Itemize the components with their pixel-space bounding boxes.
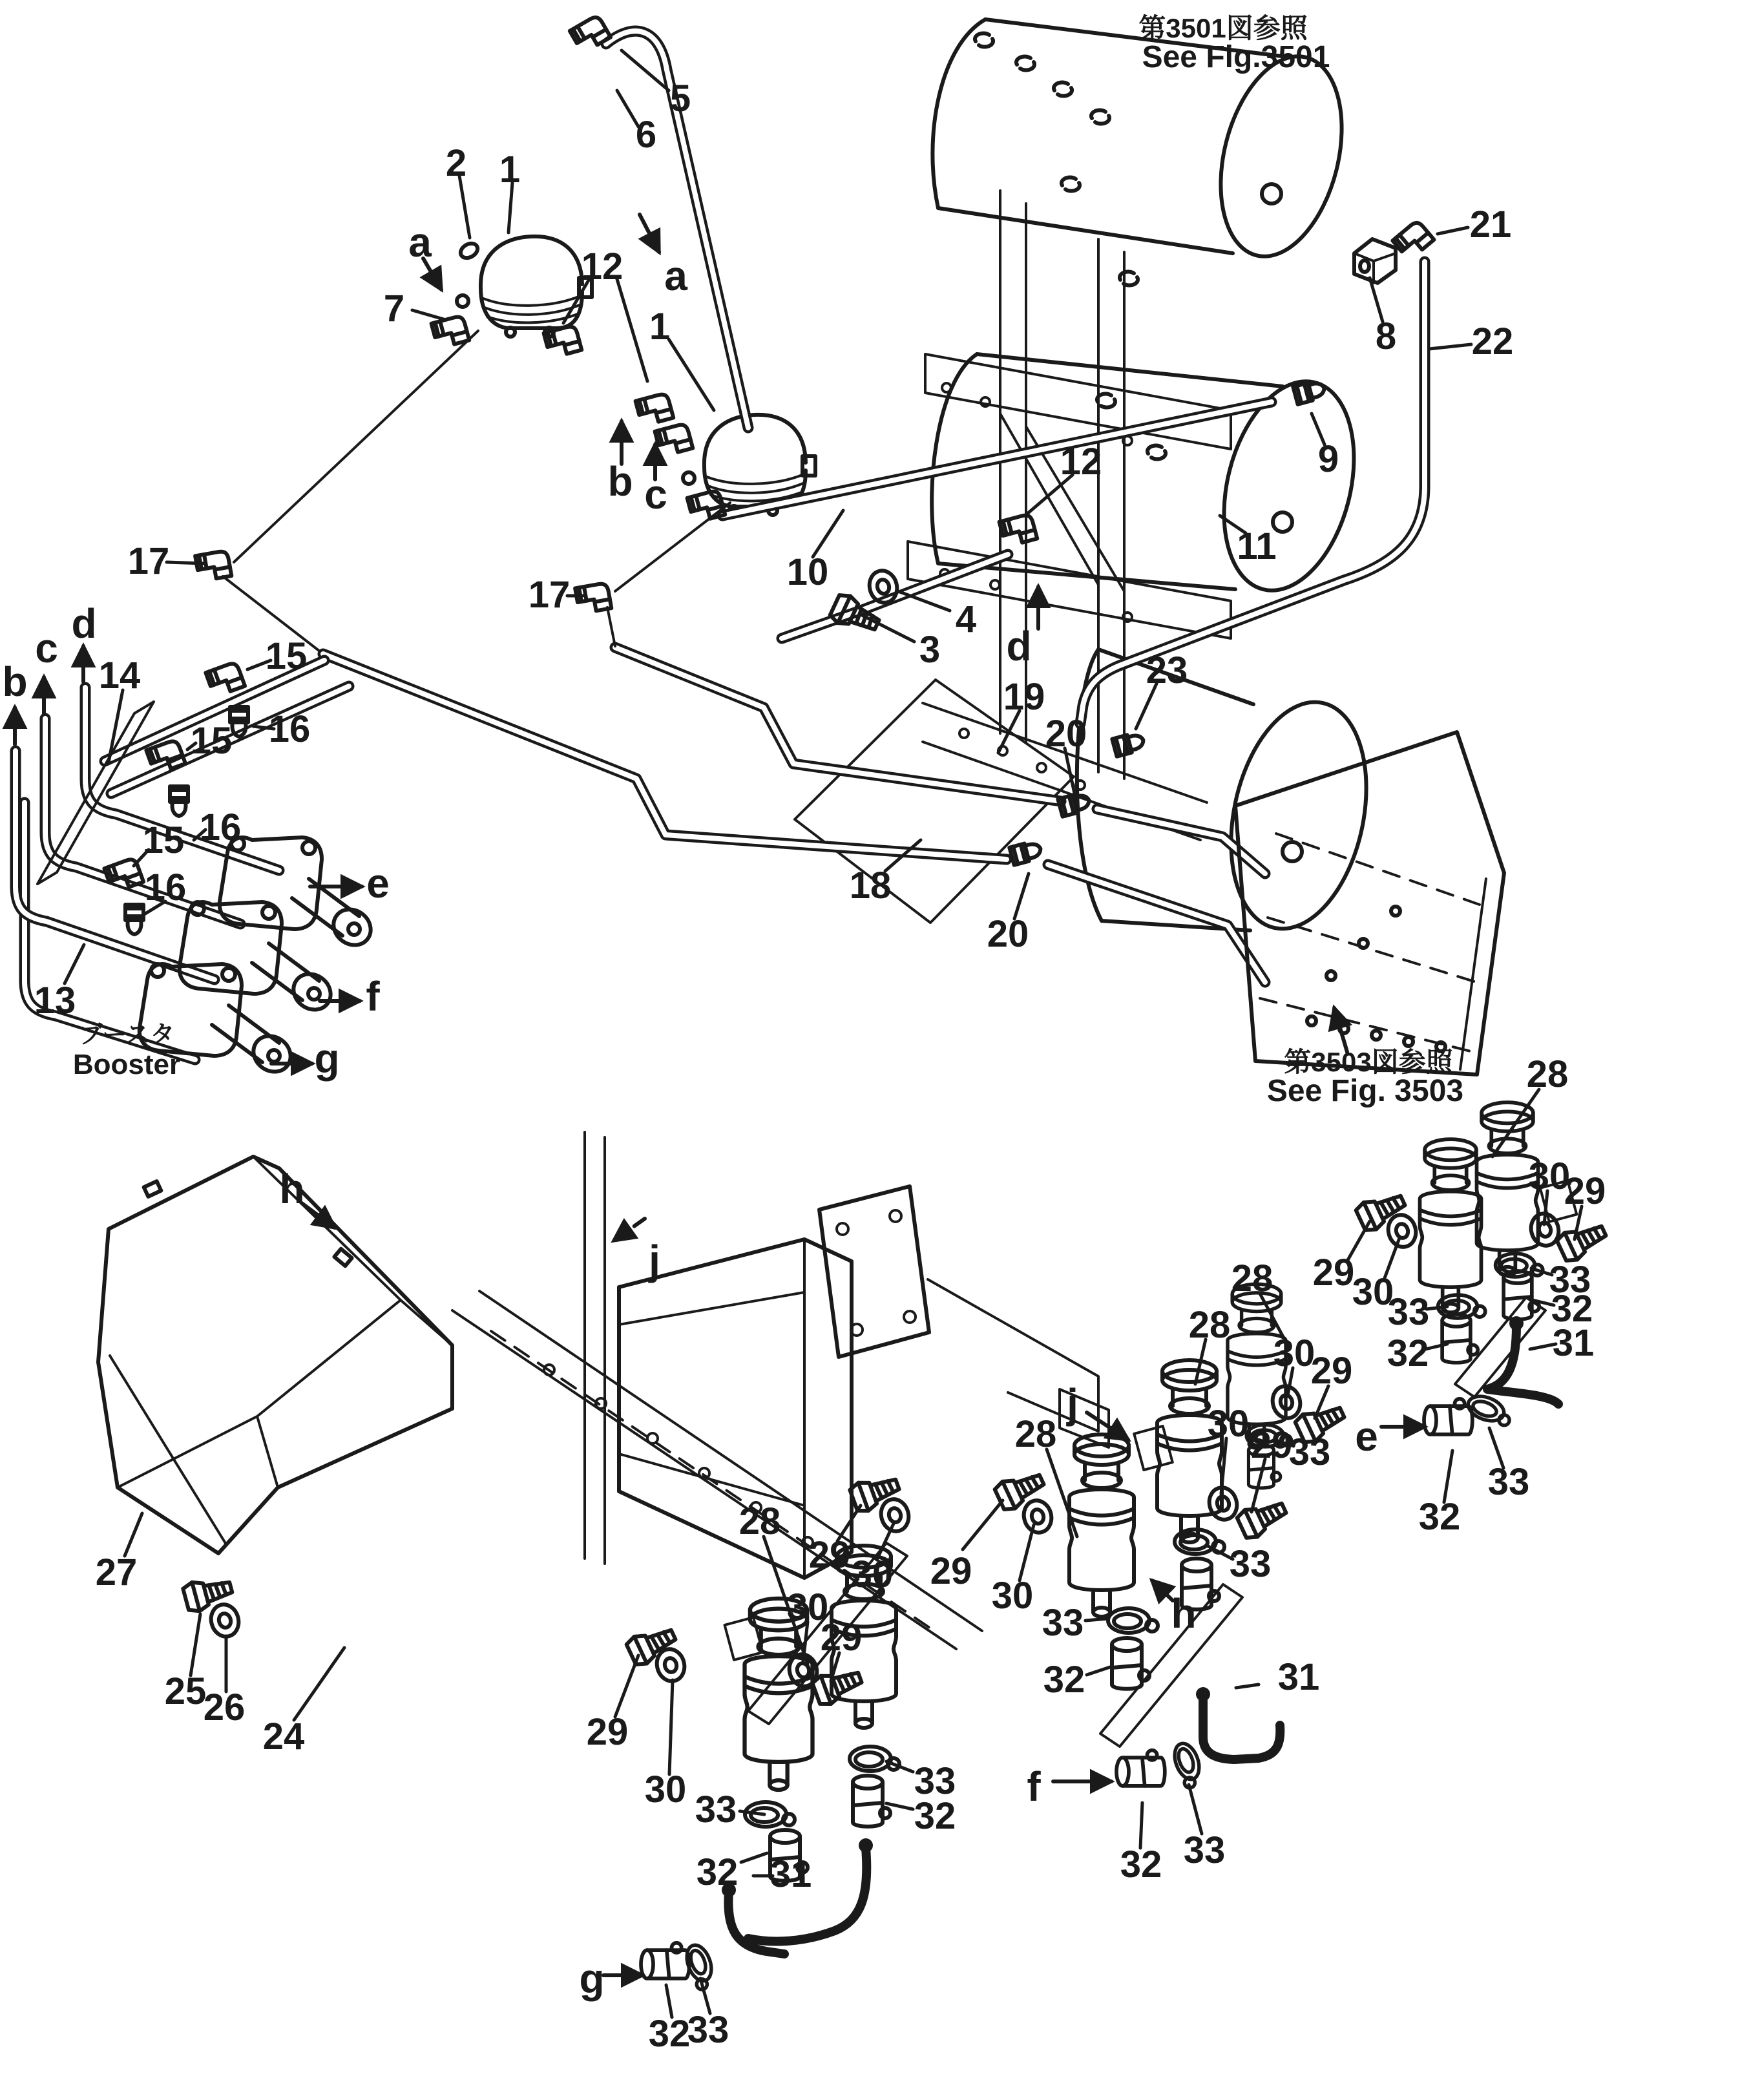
leader-line [898,591,950,611]
bolt-25 [182,1573,235,1613]
leader-line [1236,1685,1259,1688]
direction-arrow [614,1219,645,1241]
part-callout-28: 28 [1231,1257,1273,1299]
fittings [104,15,1434,934]
port-marker-g: g [314,1035,340,1082]
tank-port-flanges [975,33,1166,459]
leader-line [813,510,843,557]
port-marker-b: b [2,658,28,705]
junction-block-8 [1354,239,1396,283]
reservoir-groups [182,1102,1610,1991]
leader-line [1087,1667,1110,1675]
part-callout-32: 32 [696,1851,739,1893]
part-callout-32: 32 [1418,1496,1461,1538]
part-callout-12: 12 [1060,441,1102,483]
part-callout-12: 12 [581,246,623,288]
part-callout-29: 29 [820,1617,863,1659]
leader-line [1189,1785,1202,1834]
leader-line [125,1513,142,1556]
part-callout-30: 30 [1207,1403,1250,1445]
leader-line [669,339,714,410]
port-marker-h: h [1171,1590,1197,1637]
port-marker-e: e [366,860,390,907]
part-callout-5: 5 [669,78,691,120]
part-callout-28: 28 [1014,1413,1057,1455]
direction-arrow [1334,1008,1347,1052]
port-marker-d: d [1006,623,1032,669]
leader-line [1140,1803,1142,1848]
leader-line [1014,874,1029,919]
part-callout-31: 31 [770,1853,812,1895]
part-callout-21: 21 [1469,204,1512,246]
leader-line [1020,1525,1034,1580]
port-connector-e [1424,1399,1472,1434]
part-callout-29: 29 [1310,1350,1353,1392]
part-callout-25: 25 [164,1670,207,1712]
part-callout-1: 1 [649,306,671,348]
part-callout-16: 16 [268,708,311,750]
part-callout-11: 11 [1237,525,1277,567]
part-callout-16: 16 [144,866,187,908]
see-fig-3503-en: See Fig. 3503 [1266,1074,1464,1108]
see-fig-3501-jp: 第3501図参照 [1138,13,1308,43]
leader-line [741,1853,767,1862]
part-callout-18: 18 [849,865,892,907]
part-callout-29: 29 [930,1550,972,1592]
port-marker-a: a [408,219,432,266]
part-callout-10: 10 [786,551,829,593]
part-callout-8: 8 [1375,315,1397,357]
part-callout-26: 26 [203,1686,246,1728]
leader-line [167,562,204,563]
part-callout-29: 29 [586,1711,629,1753]
part-callout-33: 33 [1387,1291,1430,1333]
part-callout-28: 28 [1188,1304,1231,1346]
part-callout-28: 28 [739,1500,781,1542]
leader-line [65,945,84,983]
bracket-24 [452,1132,1109,1649]
shield-plate-3503 [1235,732,1504,1075]
part-callout-32: 32 [1120,1843,1162,1885]
part-callout-32: 32 [1043,1659,1085,1701]
port-marker-c: c [644,471,667,518]
booster-label-jp: ブースタ [78,1022,175,1049]
direction-arrow [1152,1580,1173,1601]
leader-line [963,1500,1003,1549]
port-marker-c: c [35,625,58,671]
part-callout-33: 33 [1229,1543,1272,1585]
part-callout-4: 4 [955,598,977,640]
leader-line [191,1614,200,1675]
port-connector-f [1116,1750,1165,1786]
part-callout-20: 20 [1045,713,1087,755]
part-callout-33: 33 [1183,1829,1226,1871]
part-callout-27: 27 [95,1551,138,1593]
part-callout-29: 29 [1564,1170,1606,1212]
part-callout-30: 30 [851,1553,894,1595]
part-callout-20: 20 [987,913,1029,955]
part-callout-30: 30 [1352,1271,1394,1313]
leader-line [412,310,446,320]
leader-line [615,1655,638,1717]
part-callout-33: 33 [687,2009,729,2051]
booster-label-en: Booster [72,1049,181,1080]
part-callout-30: 30 [1273,1332,1315,1374]
part-callout-23: 23 [1146,649,1188,691]
part-callout-14: 14 [98,655,141,697]
leader-line [669,1680,673,1774]
leader-line [1429,344,1471,349]
part-callout-30: 30 [644,1769,687,1811]
part-callout-30: 30 [786,1586,829,1628]
breather-cap-2 [458,240,480,260]
part-callout-7: 7 [383,288,405,330]
part-callout-3: 3 [919,629,941,671]
port-marker-e: e [1355,1413,1378,1460]
part-callout-29: 29 [1250,1424,1293,1466]
port-marker-h: h [279,1166,305,1212]
leader-line [1444,1451,1452,1502]
port-marker-j: j [1067,1380,1078,1427]
part-callout-32: 32 [914,1795,956,1837]
port-marker-b: b [607,458,633,505]
brake-valve-upper [457,236,592,337]
part-callout-13: 13 [34,980,76,1022]
part-callout-29: 29 [1312,1252,1355,1294]
part-callout-15: 15 [265,635,308,677]
part-callout-22: 22 [1471,320,1514,362]
part-callout-30: 30 [991,1575,1034,1617]
part-callout-31: 31 [1552,1322,1595,1364]
port-connector-g [641,1943,689,1979]
part-callout-31: 31 [1277,1656,1320,1698]
part-callout-16: 16 [199,806,242,848]
part-callout-24: 24 [262,1716,305,1758]
port-marker-f: f [366,973,380,1020]
leader-line [294,1648,344,1720]
leader-line [1085,1619,1108,1621]
port-marker-d: d [71,600,97,647]
part-callout-1: 1 [499,149,521,191]
part-callout-15: 15 [142,819,185,861]
part-callout-17: 17 [127,540,170,582]
leader-line [1252,1459,1265,1512]
part-callout-6: 6 [635,114,657,156]
port-letter-markers [2,219,1378,2002]
see-fig-3503-jp: 第3503図参照 [1284,1047,1453,1077]
leader-line [1438,227,1468,234]
cover-plate-27 [98,1157,452,1553]
part-callout-33: 33 [1487,1461,1530,1503]
see-fig-3501-en: See Fig.3501 [1142,40,1330,74]
port-marker-f: f [1027,1763,1041,1810]
part-callout-32: 32 [1551,1288,1593,1330]
washer-26 [207,1601,242,1639]
part-callout-33: 33 [1549,1259,1591,1301]
part-callout-33: 33 [1288,1431,1331,1473]
port-marker-g: g [579,1955,605,2002]
part-callout-33: 33 [695,1789,737,1831]
part-callout-29: 29 [808,1534,851,1576]
part-callout-33: 33 [1042,1602,1084,1644]
part-callout-33: 33 [914,1760,956,1802]
part-callout-17: 17 [528,574,571,616]
part-callout-28: 28 [1526,1053,1569,1095]
leader-line [617,279,647,381]
direction-arrow [640,215,659,252]
part-callout-2: 2 [445,142,467,184]
part-callout-30: 30 [1528,1155,1571,1197]
part-callout-9: 9 [1317,438,1339,480]
part-callout-32: 32 [1387,1332,1429,1374]
leader-line [459,176,470,238]
part-callout-32: 32 [648,2013,691,2055]
port-marker-a: a [664,253,687,299]
port-marker-j: j [649,1237,660,1283]
part-callout-19: 19 [1003,676,1045,718]
part-callout-15: 15 [190,720,233,762]
